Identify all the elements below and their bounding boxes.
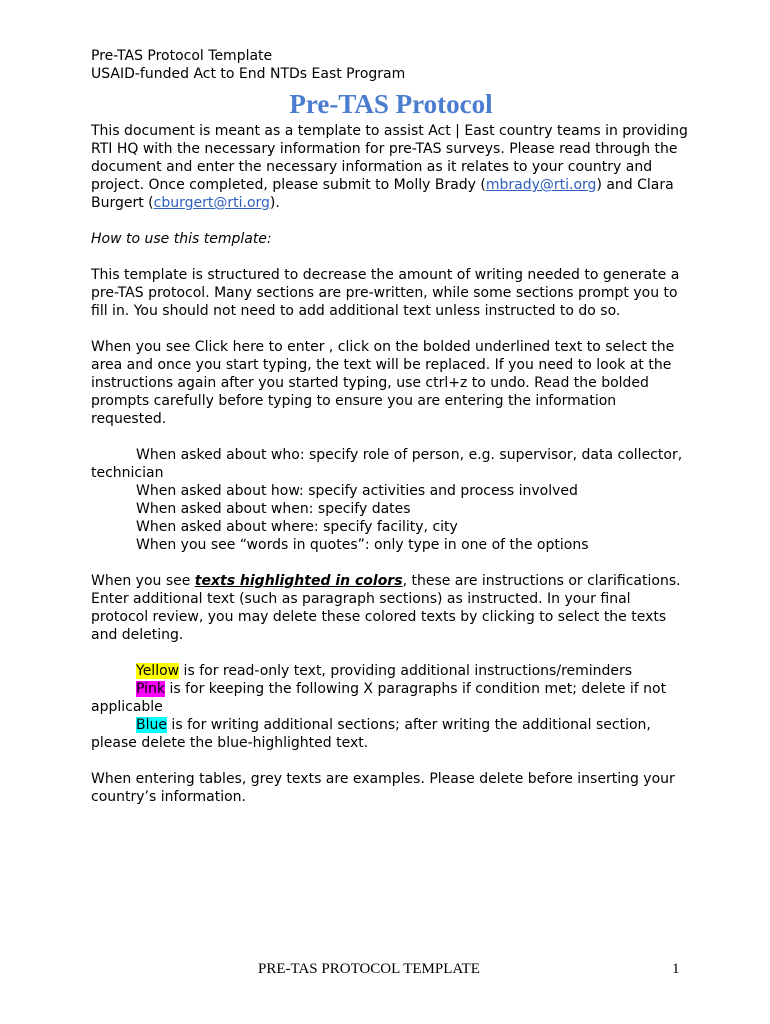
pink-text: is for keeping the following X paragraphs if condition met; delete if not applicable bbox=[91, 681, 667, 715]
document-page bbox=[91, 47, 691, 806]
highlight-pre: When you see bbox=[91, 573, 195, 589]
blue-label: Blue bbox=[136, 717, 167, 733]
highlight-paragraph bbox=[91, 572, 691, 644]
intro-text-2: ) and Clara Burgert ( bbox=[91, 177, 674, 211]
legend-blue bbox=[91, 716, 691, 752]
highlight-post: , these are instructions or clarifications. Enter additional text (such as paragraph sections) as instructed. In your final protocol review, you may delete these colored texts by clicking to select the texts and deleting. bbox=[91, 573, 681, 643]
email-link-cburgert[interactable]: cburgert@rti.org bbox=[153, 195, 270, 211]
yellow-label: Yellow bbox=[136, 663, 180, 679]
intro-paragraph bbox=[91, 122, 691, 212]
how-to-heading: How to use this template: bbox=[91, 231, 272, 247]
prompt-when: When asked about when: specify dates bbox=[136, 501, 411, 517]
page-title: Pre-TAS Protocol bbox=[289, 89, 493, 119]
structure-paragraph: This template is structured to decrease the amount of writing needed to generate a pre-TAS protocol. Many sections are pre-written, while some sections prompt you to fill in. You should not need to add additional text unless instructed to do so. bbox=[91, 267, 680, 319]
highlight-emphasis: texts highlighted in colors bbox=[194, 573, 403, 589]
prompt-how: When asked about how: specify activities and process involved bbox=[136, 483, 578, 499]
legend-yellow bbox=[91, 662, 691, 680]
blue-text: is for writing additional sections; after writing the additional section, please delete the blue-highlighted text. bbox=[91, 717, 651, 751]
pink-label: Pink bbox=[136, 681, 166, 697]
page-number: 1 bbox=[672, 961, 680, 977]
intro-text-3: ). bbox=[269, 195, 280, 211]
click-instructions-paragraph: When you see Click here to enter , click on the bolded underlined text to select the area and once you start typing, the text will be replaced. If you need to look at the instructions again after you started typing, use ctrl+z to undo. Read the bolded prompts carefully before typing to ensure you are entering the information requested. bbox=[91, 339, 675, 427]
prompt-list bbox=[91, 446, 691, 554]
prompt-quotes: When you see “words in quotes”: only type in one of the options bbox=[136, 537, 589, 553]
tables-paragraph: When entering tables, grey texts are examples. Please delete before inserting your country’s information. bbox=[91, 771, 675, 805]
yellow-text: is for read-only text, providing additional instructions/reminders bbox=[179, 663, 633, 679]
legend-pink bbox=[91, 680, 691, 716]
intro-text-1: This document is meant as a template to assist Act | East country teams in providing RTI HQ with the necessary information for pre-TAS surveys. Please read through the document and enter the necessary information as it relates to your country and project. Once completed, please submit to Molly Brady ( bbox=[91, 123, 688, 193]
footer-title: PRE-TAS PROTOCOL TEMPLATE bbox=[258, 961, 480, 977]
email-link-mbrady[interactable]: mbrady@rti.org bbox=[485, 177, 597, 193]
header-line-2: USAID-funded Act to End NTDs East Program bbox=[91, 66, 406, 82]
prompt-where: When asked about where: specify facility, city bbox=[136, 519, 458, 535]
prompt-who: When asked about who: specify role of person, e.g. supervisor, data collector, technician bbox=[91, 447, 683, 481]
color-legend bbox=[91, 662, 691, 752]
header-line-1: Pre-TAS Protocol Template bbox=[91, 48, 273, 64]
